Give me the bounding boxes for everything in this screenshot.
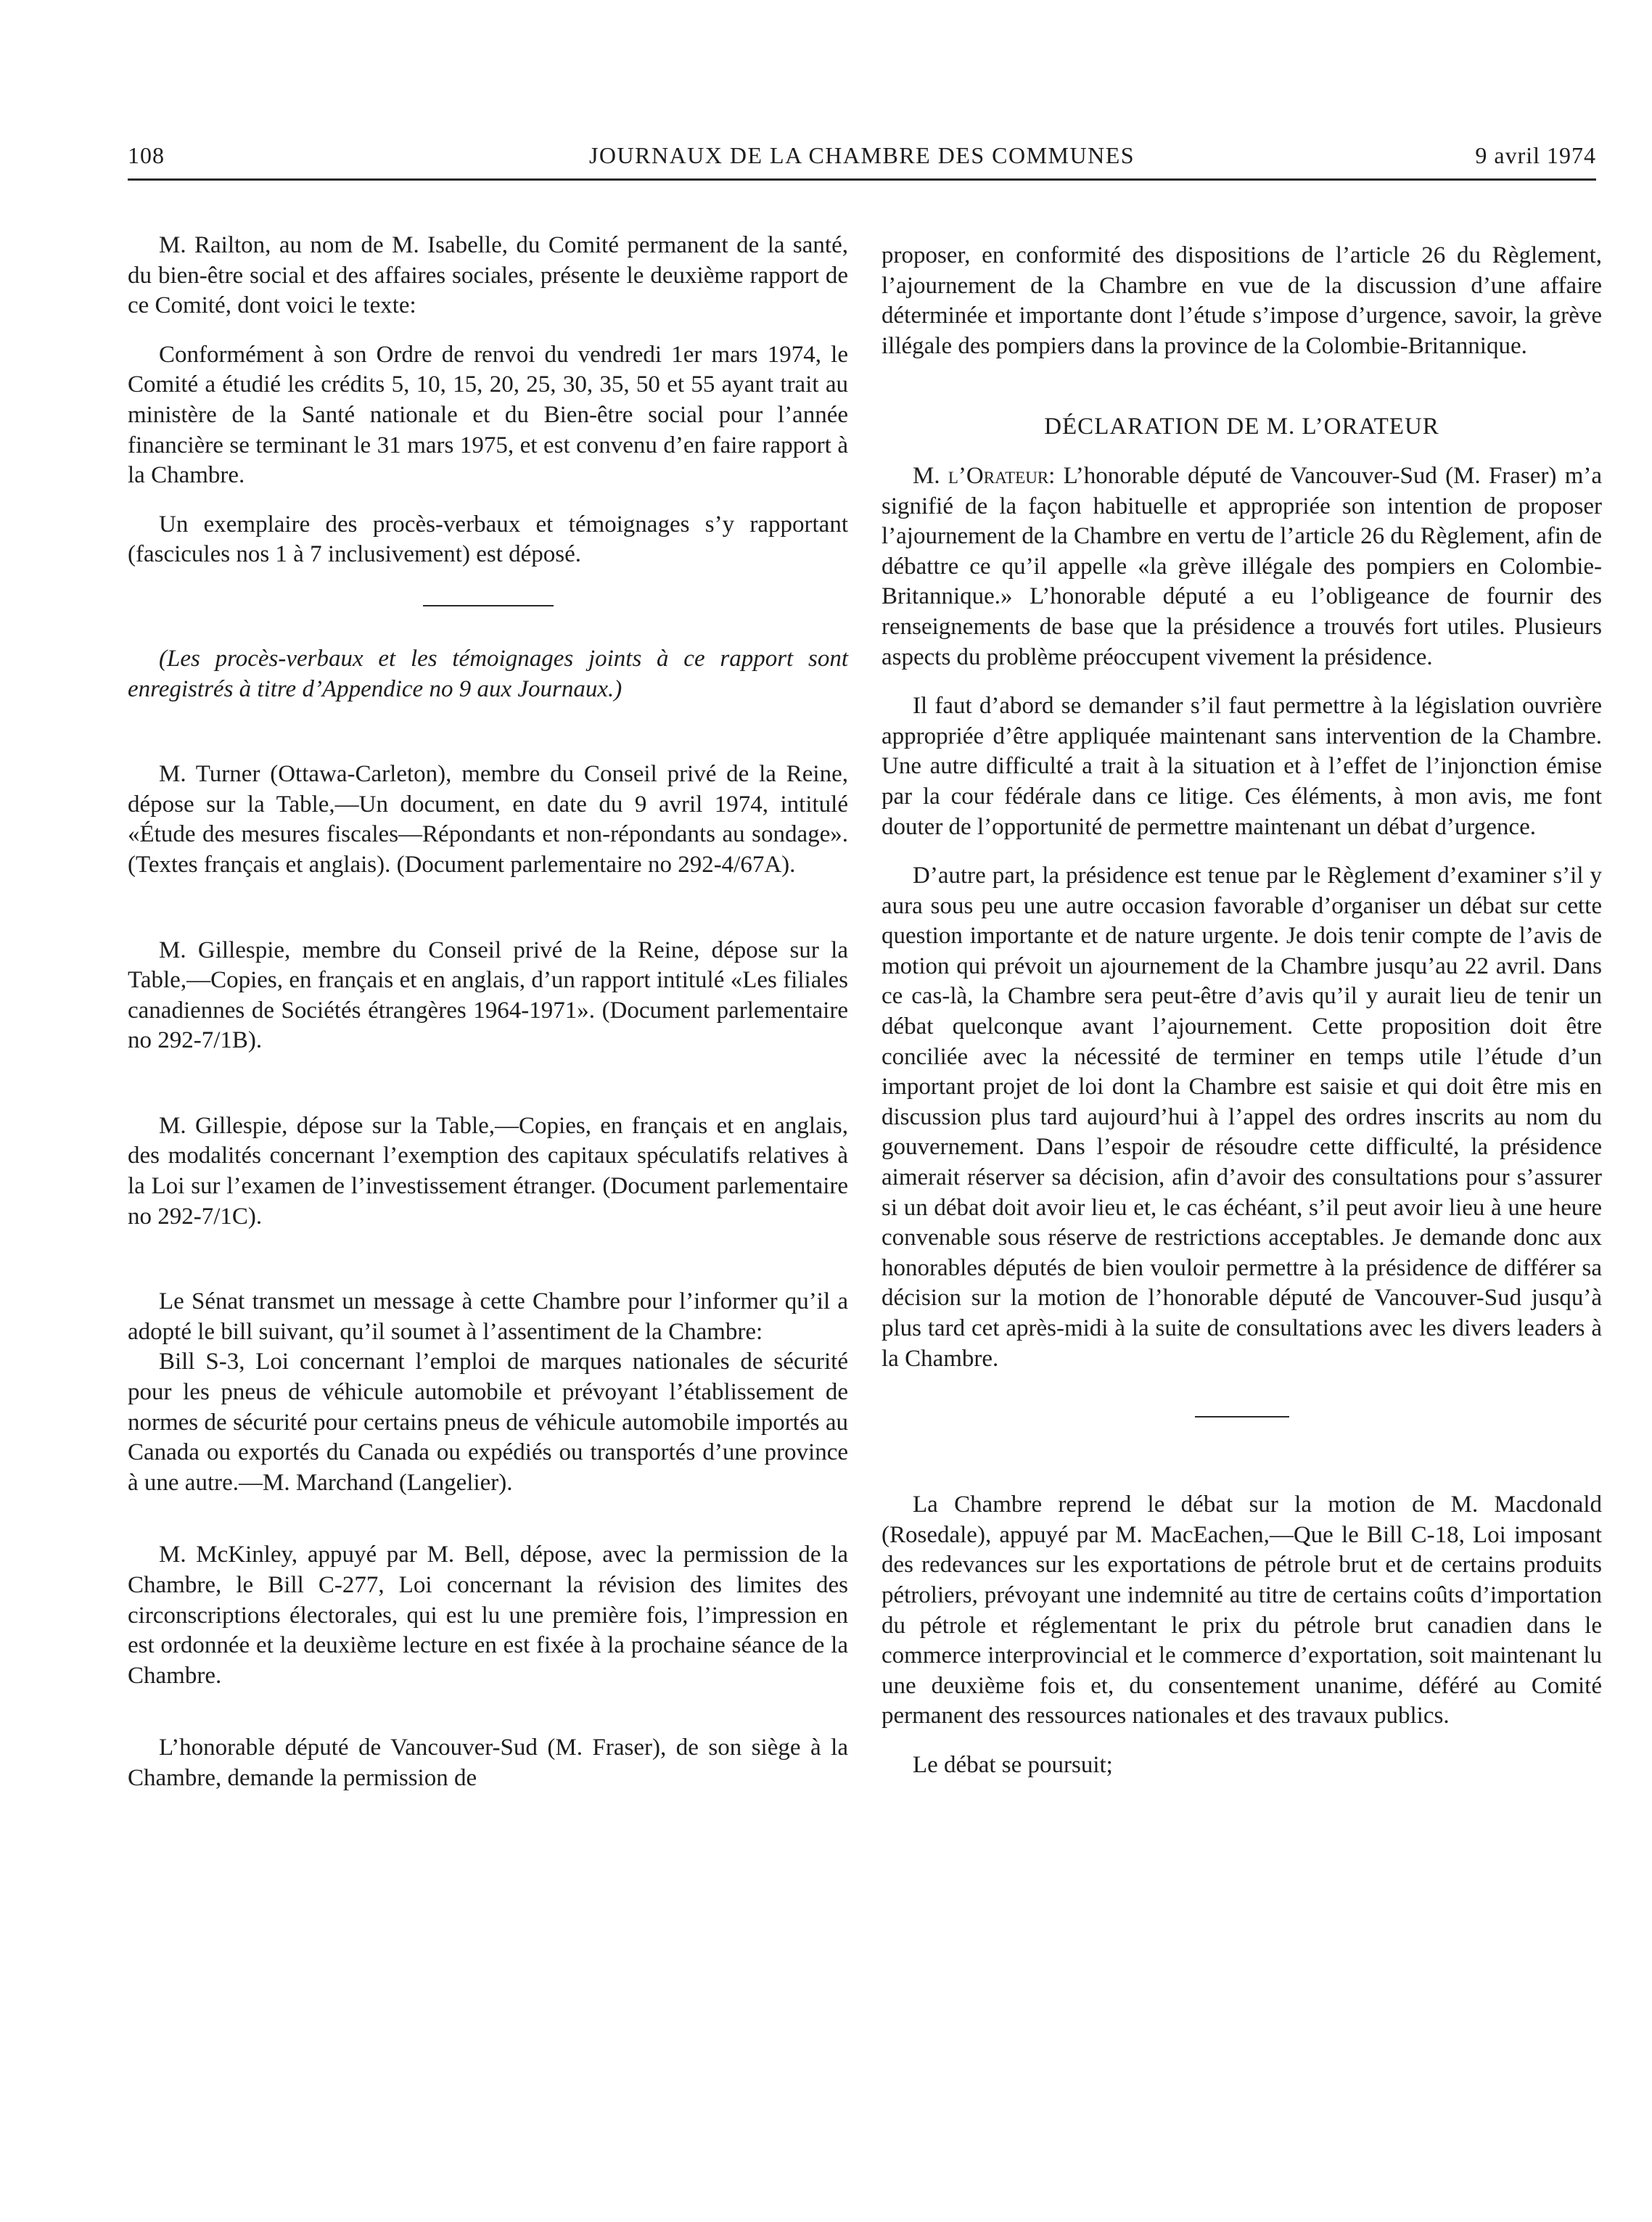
- section-divider: [423, 605, 554, 606]
- committee-report-text: Conformément à son Ordre de renvoi du vendredi 1er mars 1974, le Comité a étudié les crédits 5, 10, 15, 20, 25, 30, 35, 50 et 55 ayant trait au ministère de la Santé nationale et du Bien-être social pour l’année financière se terminant le 31 mars 1975, et est convenu d’en faire rapport à la Chambre.: [128, 341, 848, 489]
- page-header: [128, 142, 1596, 181]
- debate-continues-line: Le débat se poursuit;: [913, 1751, 1113, 1778]
- mckinley-bill-paragraph: M. McKinley, appuyé par M. Bell, dépose, avec la permission de la Chambre, le Bill C-277, Loi concernant la révision des limites des circonscriptions électorales, qui est lu une première fois, l’impression en est ordonnée et la deuxième lecture en est fixée à la prochaine séance de la Chambre.: [128, 1542, 848, 1689]
- left-column: [128, 231, 848, 1794]
- appendix-note: (Les procès-verbaux et les témoignages joints à ce rapport sont enregistrés à titre d’Appendice no 9 aux Journaux.): [128, 645, 848, 702]
- section-divider: [1195, 1416, 1289, 1417]
- page-number: 108: [128, 142, 165, 168]
- presidency-decision-paragraph: D’autre part, la présidence est tenue par le Règlement d’examiner s’il y aura sous peu une autre occasion favorable d’organiser un débat sur cette question importante et de nature urgente. Je dois tenir compte de l’avis de motion qui prévoit un ajournement de la Chambre jusqu’au 22 avril. Dans ce cas-là, la Chambre sera peut-être d’avis qu’il y aurait lieu de tenir un débat quelconque avant l’ajournement. Cette proposition doit être conciliée avec la nécessité de terminer en temps utile l’étude d’un important projet de loi dont la Chambre est saisie et qui doit être mis en discussion plus tard aujourd’hui à l’appel des ordres inscrits au nom du gouvernement. Dans l’espoir de résoudre cette difficulté, la présidence aimerait réserver sa décision, afin d’avoir des consultations pour s’assurer si un débat doit avoir lieu et, le cas échéant, s’il peut avoir lieu à une heure convenable sous réserve de restrictions acceptables. Je demande donc aux honorables députés de bien vouloir permettre à la présidence de différer sa décision sur la motion de l’honorable député de Vancouver-Sud jusqu’à plus tard cet après-midi à la suite de consultations avec les divers leaders à la Chambre.: [882, 863, 1602, 1372]
- senate-message-paragraph: Le Sénat transmet un message à cette Chambre pour l’informer qu’il a adopté le bill suivant, qu’il soumet à l’assentiment de la Chambre:: [128, 1288, 848, 1345]
- gillespie-tabling-paragraph-2: M. Gillespie, dépose sur la Table,—Copies, en français et en anglais, des modalités concernant l’exemption des capitaux spéculatifs relatives à la Loi sur l’examen de l’investissement étranger. (Document parlementaire no 292-7/1C).: [128, 1112, 848, 1230]
- turner-tabling-paragraph: M. Turner (Ottawa-Carleton), membre du Conseil privé de la Reine, dépose sur la Table,—Un document, en date du 9 avril 1974, intitulé «Étude des mesures fiscales—Répondants et non-répondants au sondage». (Textes français et anglais). (Document parlementaire no 292-4/67A).: [128, 761, 848, 878]
- railton-report-paragraph: M. Railton, au nom de M. Isabelle, du Comité permanent de la santé, du bien-être social et des affaires sociales, présente le deuxième rapport de ce Comité, dont voici le texte:: [128, 232, 848, 319]
- gillespie-tabling-paragraph-1: M. Gillespie, membre du Conseil privé de la Reine, dépose sur la Table,—Copies, en français et en anglais, d’un rapport intitulé «Les filiales canadiennes de Sociétés étrangères 1964-1971». (Document parlementaire no 292-7/1B).: [128, 937, 848, 1054]
- speaker-statement-paragraph: [882, 461, 1602, 672]
- fraser-request-paragraph: L’honorable député de Vancouver-Sud (M. Fraser), de son siège à la Chambre, demande la permission de: [128, 1735, 848, 1791]
- speaker-label: M. l’Orateur:: [913, 462, 1056, 489]
- page-date: 9 avril 1974: [1475, 142, 1596, 168]
- fraser-request-continued: proposer, en conformité des dispositions de l’article 26 du Règlement, l’ajournement de la Chambre en vue de la discussion d’une affaire déterminée et importante dont l’étude s’impose d’urgence, savoir, la grève illégale des pompiers dans la province de la Colombie-Britannique.: [882, 242, 1602, 359]
- debate-resumes-paragraph: La Chambre reprend le débat sur la motion de M. Macdonald (Rosedale), appuyé par M. MacEachen,—Que le Bill C-18, Loi imposant des redevances sur les exportations de pétrole brut et de certains produits pétroliers, prévoyant une indemnité au titre de certains coûts d’importation du pétrole et réglementant le prix du pétrole brut canadien dans le commerce interprovincial et le commerce d’exportation, soit maintenant lu une deuxième fois et, du consentement unanime, déféré au Comité permanent des ressources nationales et des travaux publics.: [882, 1491, 1602, 1729]
- journal-title: JOURNAUX DE LA CHAMBRE DES COMMUNES: [588, 142, 1135, 168]
- speaker-statement-text: L’honorable député de Vancouver-Sud (M. Fraser) m’a signifié de la façon habituelle et appropriée son intention de proposer l’ajournement de la Chambre en vertu de l’article 26 du Règlement, afin de débattre ce qu’il appelle «la grève illégale des pompiers en Colombie-Britannique.» L’honorable député a eu l’obligeance de fournir des renseignements de base que la présidence a trouvés fort utiles. Plusieurs aspects du problème préoccupent vivement la présidence.: [882, 462, 1602, 670]
- right-column: [882, 241, 1602, 1781]
- section-heading: DÉCLARATION DE M. L’ORATEUR: [1044, 413, 1439, 440]
- labour-legislation-paragraph: Il faut d’abord se demander s’il faut permettre à la législation ouvrière appropriée d’être appliquée maintenant sans intervention de la Chambre. Une autre difficulté a trait à la situation et à l’effet de l’injonction émise par la cour fédérale dans ce litige. Ces éléments, à mon avis, me font douter de l’opportunité de permettre maintenant un débat d’urgence.: [882, 693, 1602, 840]
- exemplaire-paragraph: Un exemplaire des procès-verbaux et témoignages s’y rapportant (fascicules nos 1 à 7 inclusivement) est déposé.: [128, 511, 848, 568]
- bill-s3-paragraph: Bill S-3, Loi concernant l’emploi de marques nationales de sécurité pour les pneus de véhicule automobile et prévoyant l’établissement de normes de sécurité pour certains pneus de véhicule automobile importés au Canada ou exportés du Canada ou expédiés ou transportés d’une province à une autre.—M. Marchand (Langelier).: [128, 1349, 848, 1496]
